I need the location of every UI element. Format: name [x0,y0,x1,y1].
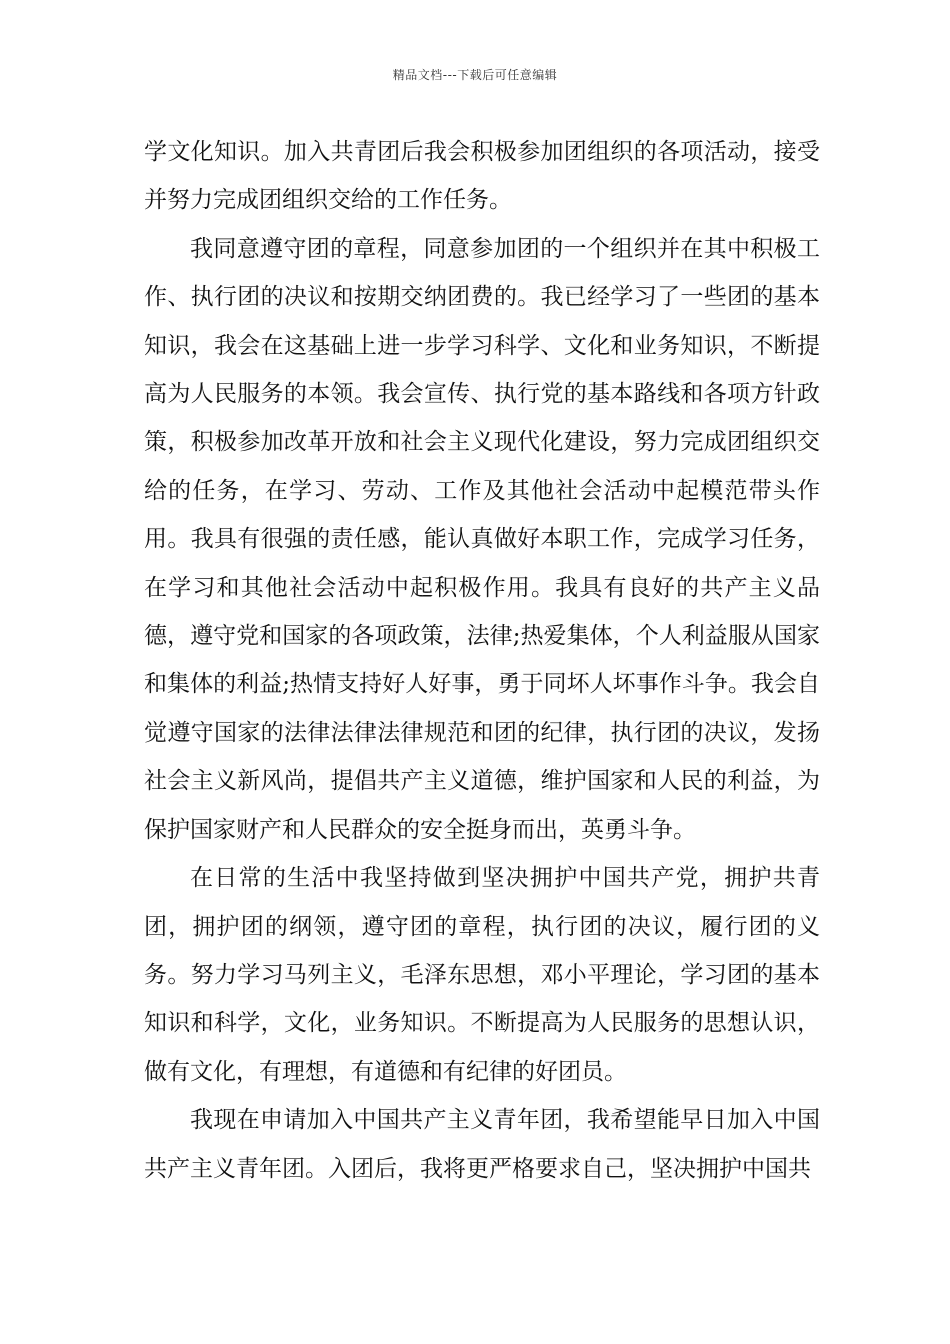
document-body [144,128,820,1193]
paragraph-4: 我现在申请加入中国共产主义青年团，我希望能早日加入中国共产主义青年团。入团后，我将更严格要求自己，坚决拥护中国共 [144,1107,820,1182]
paragraph-2: 我同意遵守团的章程，同意参加团的一个组织并在其中积极工作、执行团的决议和按期交纳团费的。我已经学习了一些团的基本知识，我会在这基础上进一步学习科学、文化和业务知识，不断提高为人民服务的本领。我会宣传、执行党的基本路线和各项方针政策，积极参加改革开放和社会主义现代化建设，努力完成团组织交给的任务，在学习、劳动、工作及其他社会活动中起模范带头作用。我具有很强的责任感，能认真做好本职工作，完成学习任务，在学习和其他社会活动中起积极作用。我具有良好的共产主义品德，遵守党和国家的各项政策，法律;热爱集体，个人利益服从国家和集体的利益;热情支持好人好事，勇于同坏人坏事作斗争。我会自觉遵守国家的法律法律法律规范和团的纪律，执行团的决议，发扬社会主义新风尚，提倡共产主义道德，维护国家和人民的利益，为保护国家财产和人民群众的安全挺身而出，英勇斗争。 [144,235,820,843]
page-header: 精品文档---下载后可任意编辑 [392,68,558,82]
paragraph-1: 学文化知识。加入共青团后我会积极参加团组织的各项活动，接受并努力完成团组织交给的工作任务。 [144,139,820,214]
paragraph-3: 在日常的生活中我坚持做到坚决拥护中国共产党，拥护共青团，拥护团的纲领，遵守团的章程，执行团的决议，履行团的义务。努力学习马列主义，毛泽东思想，邓小平理论，学习团的基本知识和科学，文化，业务知识。不断提高为人民服务的思想认识，做有文化，有理想，有道德和有纪律的好团员。 [144,865,820,1085]
